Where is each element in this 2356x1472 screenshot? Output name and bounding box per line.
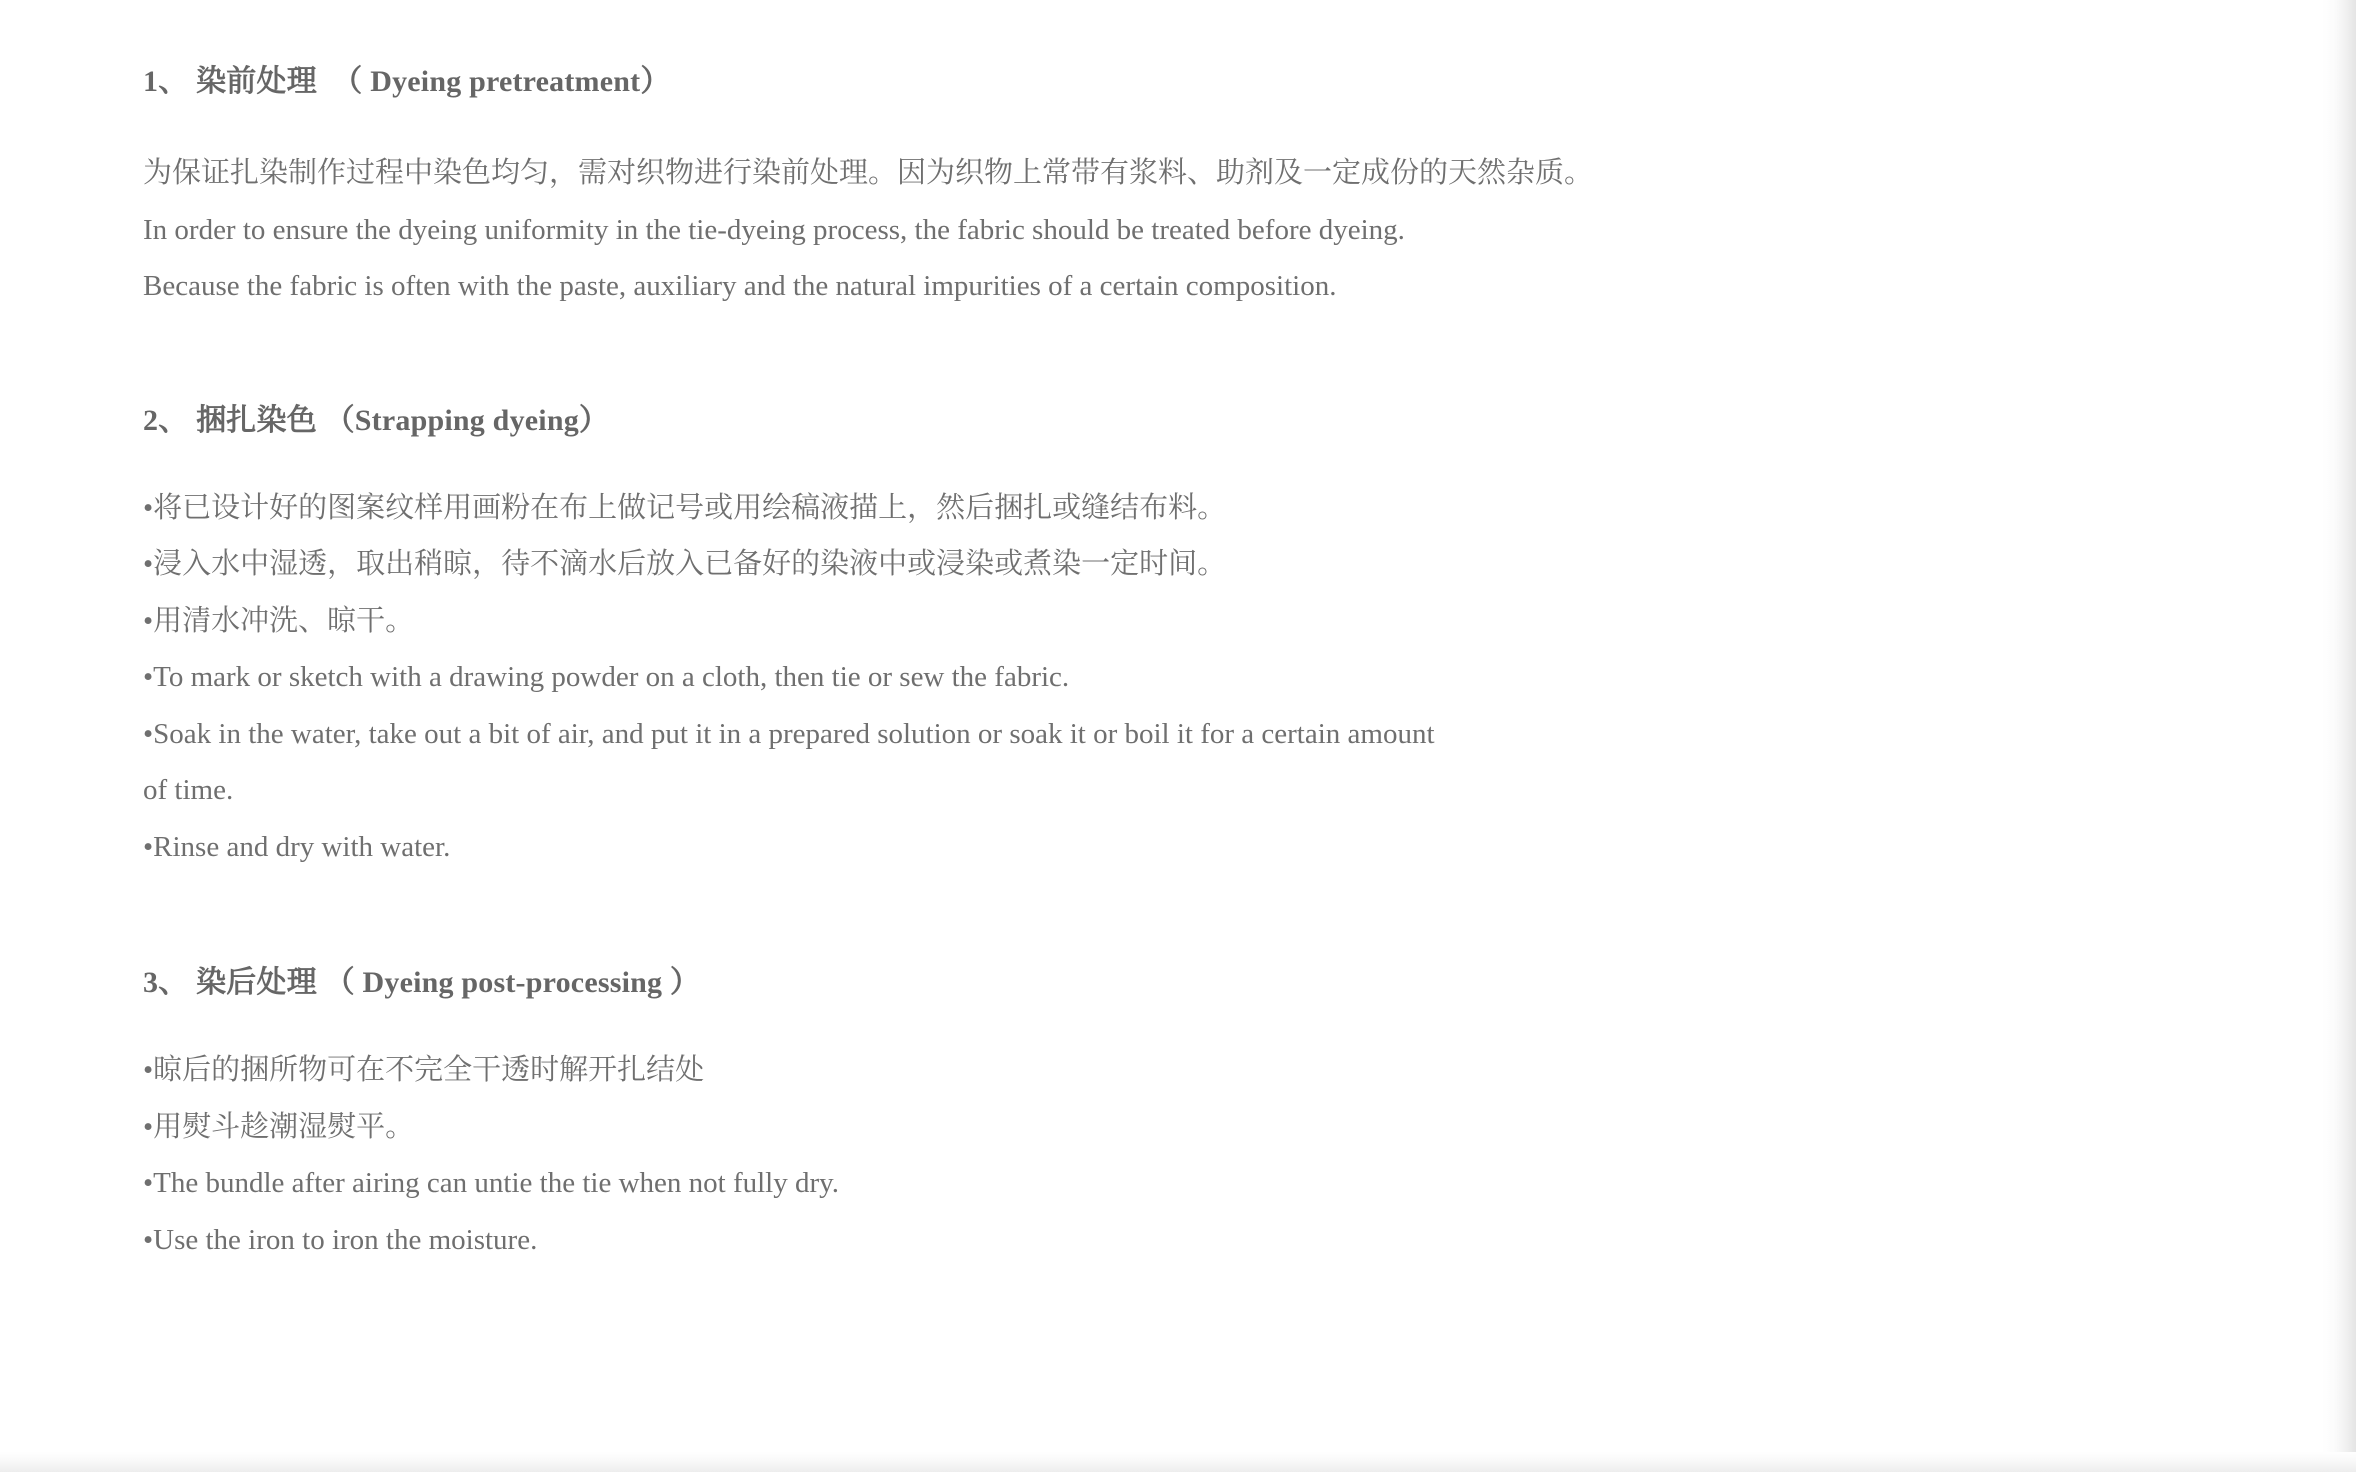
section-heading-1: 1、 染前处理 （ Dyeing pretreatment） [143,65,671,98]
bullet-item: •Rinse and dry with water. [143,830,451,863]
paragraph-line: Because the fabric is often with the paste, auxiliary and the natural impurities of a certain composition. [143,270,1337,302]
bullet-item: •To mark or sketch with a drawing powder on a cloth, then tie or sew the fabric. [143,661,1070,693]
bullet-item: •将已设计好的图案纹样用画粉在布上做记号或用绘稿液描上，然后捆扎或缝结布料。 [143,491,1227,524]
section-heading-2: 2、 捆扎染色 （Strapping dyeing） [143,403,610,437]
section-spacer [143,315,2043,401]
section-spacer [143,875,2043,963]
bullet-item: •Soak in the water, take out a bit of air, and put it in a prepared solution or soak it or boil it for a certain amount [143,717,1435,750]
bullet-item: •Use the iron to iron the moisture. [143,1223,538,1256]
section-strapping-dyeing [143,401,2043,876]
section-body-2 [143,480,1743,876]
bullet-item-continuation: of time. [143,774,234,806]
bullet-item: •用熨斗趁潮湿熨平。 [143,1110,415,1143]
page-edge-right-shadow [2322,0,2356,1472]
paragraph-line: 为保证扎染制作过程中染色均匀，需对织物进行染前处理。因为织物上常带有浆料、助剂及一定成份的天然杂质。 [143,157,1594,189]
bullet-item: •浸入水中湿透，取出稍晾，待不滴水后放入已备好的染液中或浸染或煮染一定时间。 [143,548,1227,580]
bullet-item: •用清水冲洗、晾干。 [143,604,415,637]
page-edge-bottom-shadow [0,1452,2356,1472]
bullet-item: •The bundle after airing can untie the tie when not fully dry. [143,1167,839,1199]
section-body-3 [143,1042,1743,1268]
paragraph-line: In order to ensure the dyeing uniformity in the tie-dyeing process, the fabric should be treated before dyeing. [143,213,1405,246]
section-dyeing-pretreatment [143,62,2043,315]
section-heading-3: 3、 染后处理 （ Dyeing post-processing ） [143,966,701,999]
bullet-item: •晾后的捆所物可在不完全干透时解开扎结处 [143,1054,705,1086]
section-body-1 [143,145,1743,315]
section-dyeing-post-processing [143,963,2043,1268]
